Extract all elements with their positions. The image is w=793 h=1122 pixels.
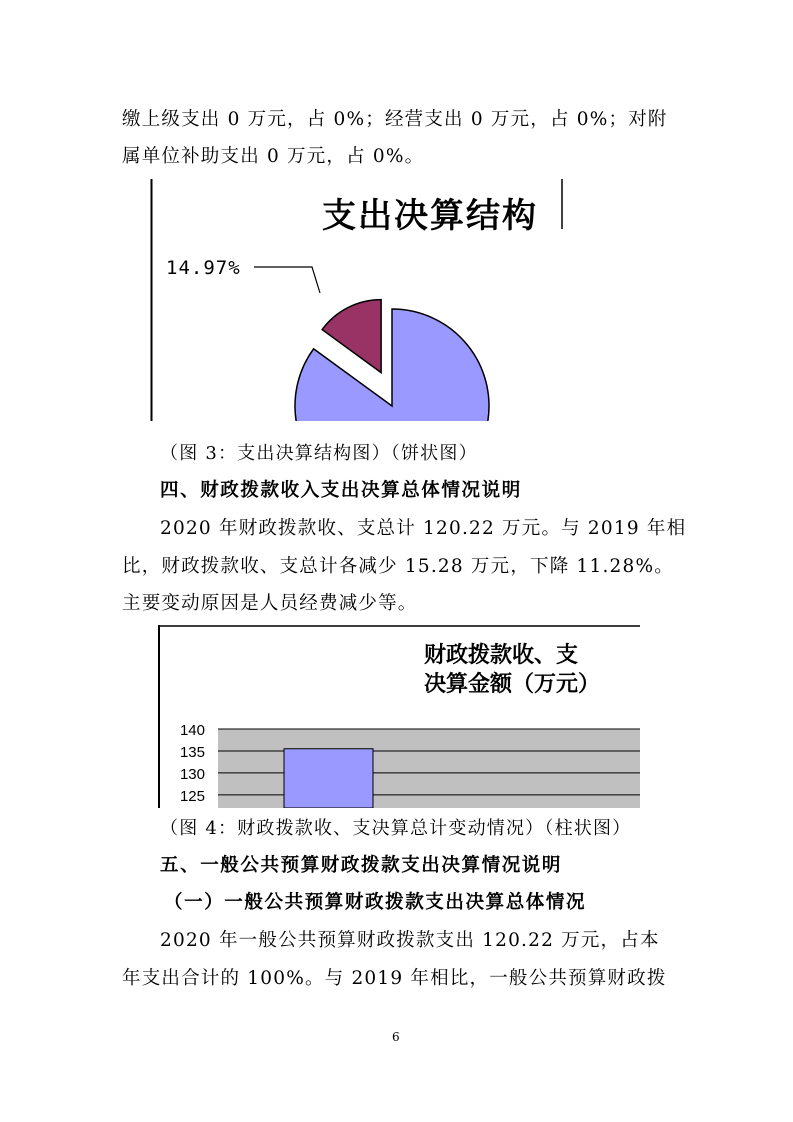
body-text-line: 比，财政拨款收、支总计各减少 15.28 万元，下降 11.28%。	[122, 556, 674, 577]
pie-slice-large	[295, 309, 489, 421]
section-heading: 四、财政拨款收入支出决算总体情况说明	[160, 480, 522, 501]
pie-slice-label: 14.97%	[166, 257, 241, 279]
pie-chart-expenditure-structure	[150, 177, 564, 421]
chart-title: 支出决算结构	[322, 196, 538, 236]
chart-title-line2: 决算金额（万元）	[424, 672, 601, 697]
body-text-line: 2020 年财政拨款收、支总计 120.22 万元。与 2019 年相	[160, 518, 687, 539]
bar	[284, 749, 373, 808]
section-heading: 五、一般公共预算财政拨款支出决算情况说明	[160, 855, 563, 876]
body-text-line: 2020 年一般公共预算财政拨款支出 120.22 万元，占本	[160, 930, 660, 951]
figure-caption: （图 3：支出决算结构图）（饼状图）	[160, 443, 478, 464]
y-tick-label: 130	[179, 765, 205, 783]
pie-label-leader	[254, 267, 320, 293]
y-axis-ticks	[180, 722, 205, 805]
chart-title-line1: 财政拨款收、支	[424, 643, 579, 668]
body-text-line: 属单位补助支出 0 万元，占 0%。	[122, 146, 425, 167]
y-tick-label: 140	[179, 722, 205, 739]
bar-chart-appropriation	[158, 625, 640, 808]
section-subheading: （一）一般公共预算财政拨款支出决算总体情况	[164, 892, 587, 913]
body-text-line: 主要变动原因是人员经费减少等。	[122, 593, 418, 614]
y-tick-label: 125	[179, 787, 205, 805]
figure-caption: （图 4：财政拨款收、支决算总计变动情况）（柱状图）	[160, 818, 632, 839]
body-text-line: 年支出合计的 100%。与 2019 年相比，一般公共预算财政拨	[122, 968, 667, 989]
plot-area	[218, 729, 640, 808]
page-number: 6	[392, 1030, 400, 1044]
y-tick-label: 135	[179, 743, 205, 761]
body-text-line: 缴上级支出 0 万元，占 0%；经营支出 0 万元，占 0%；对附	[122, 109, 668, 130]
